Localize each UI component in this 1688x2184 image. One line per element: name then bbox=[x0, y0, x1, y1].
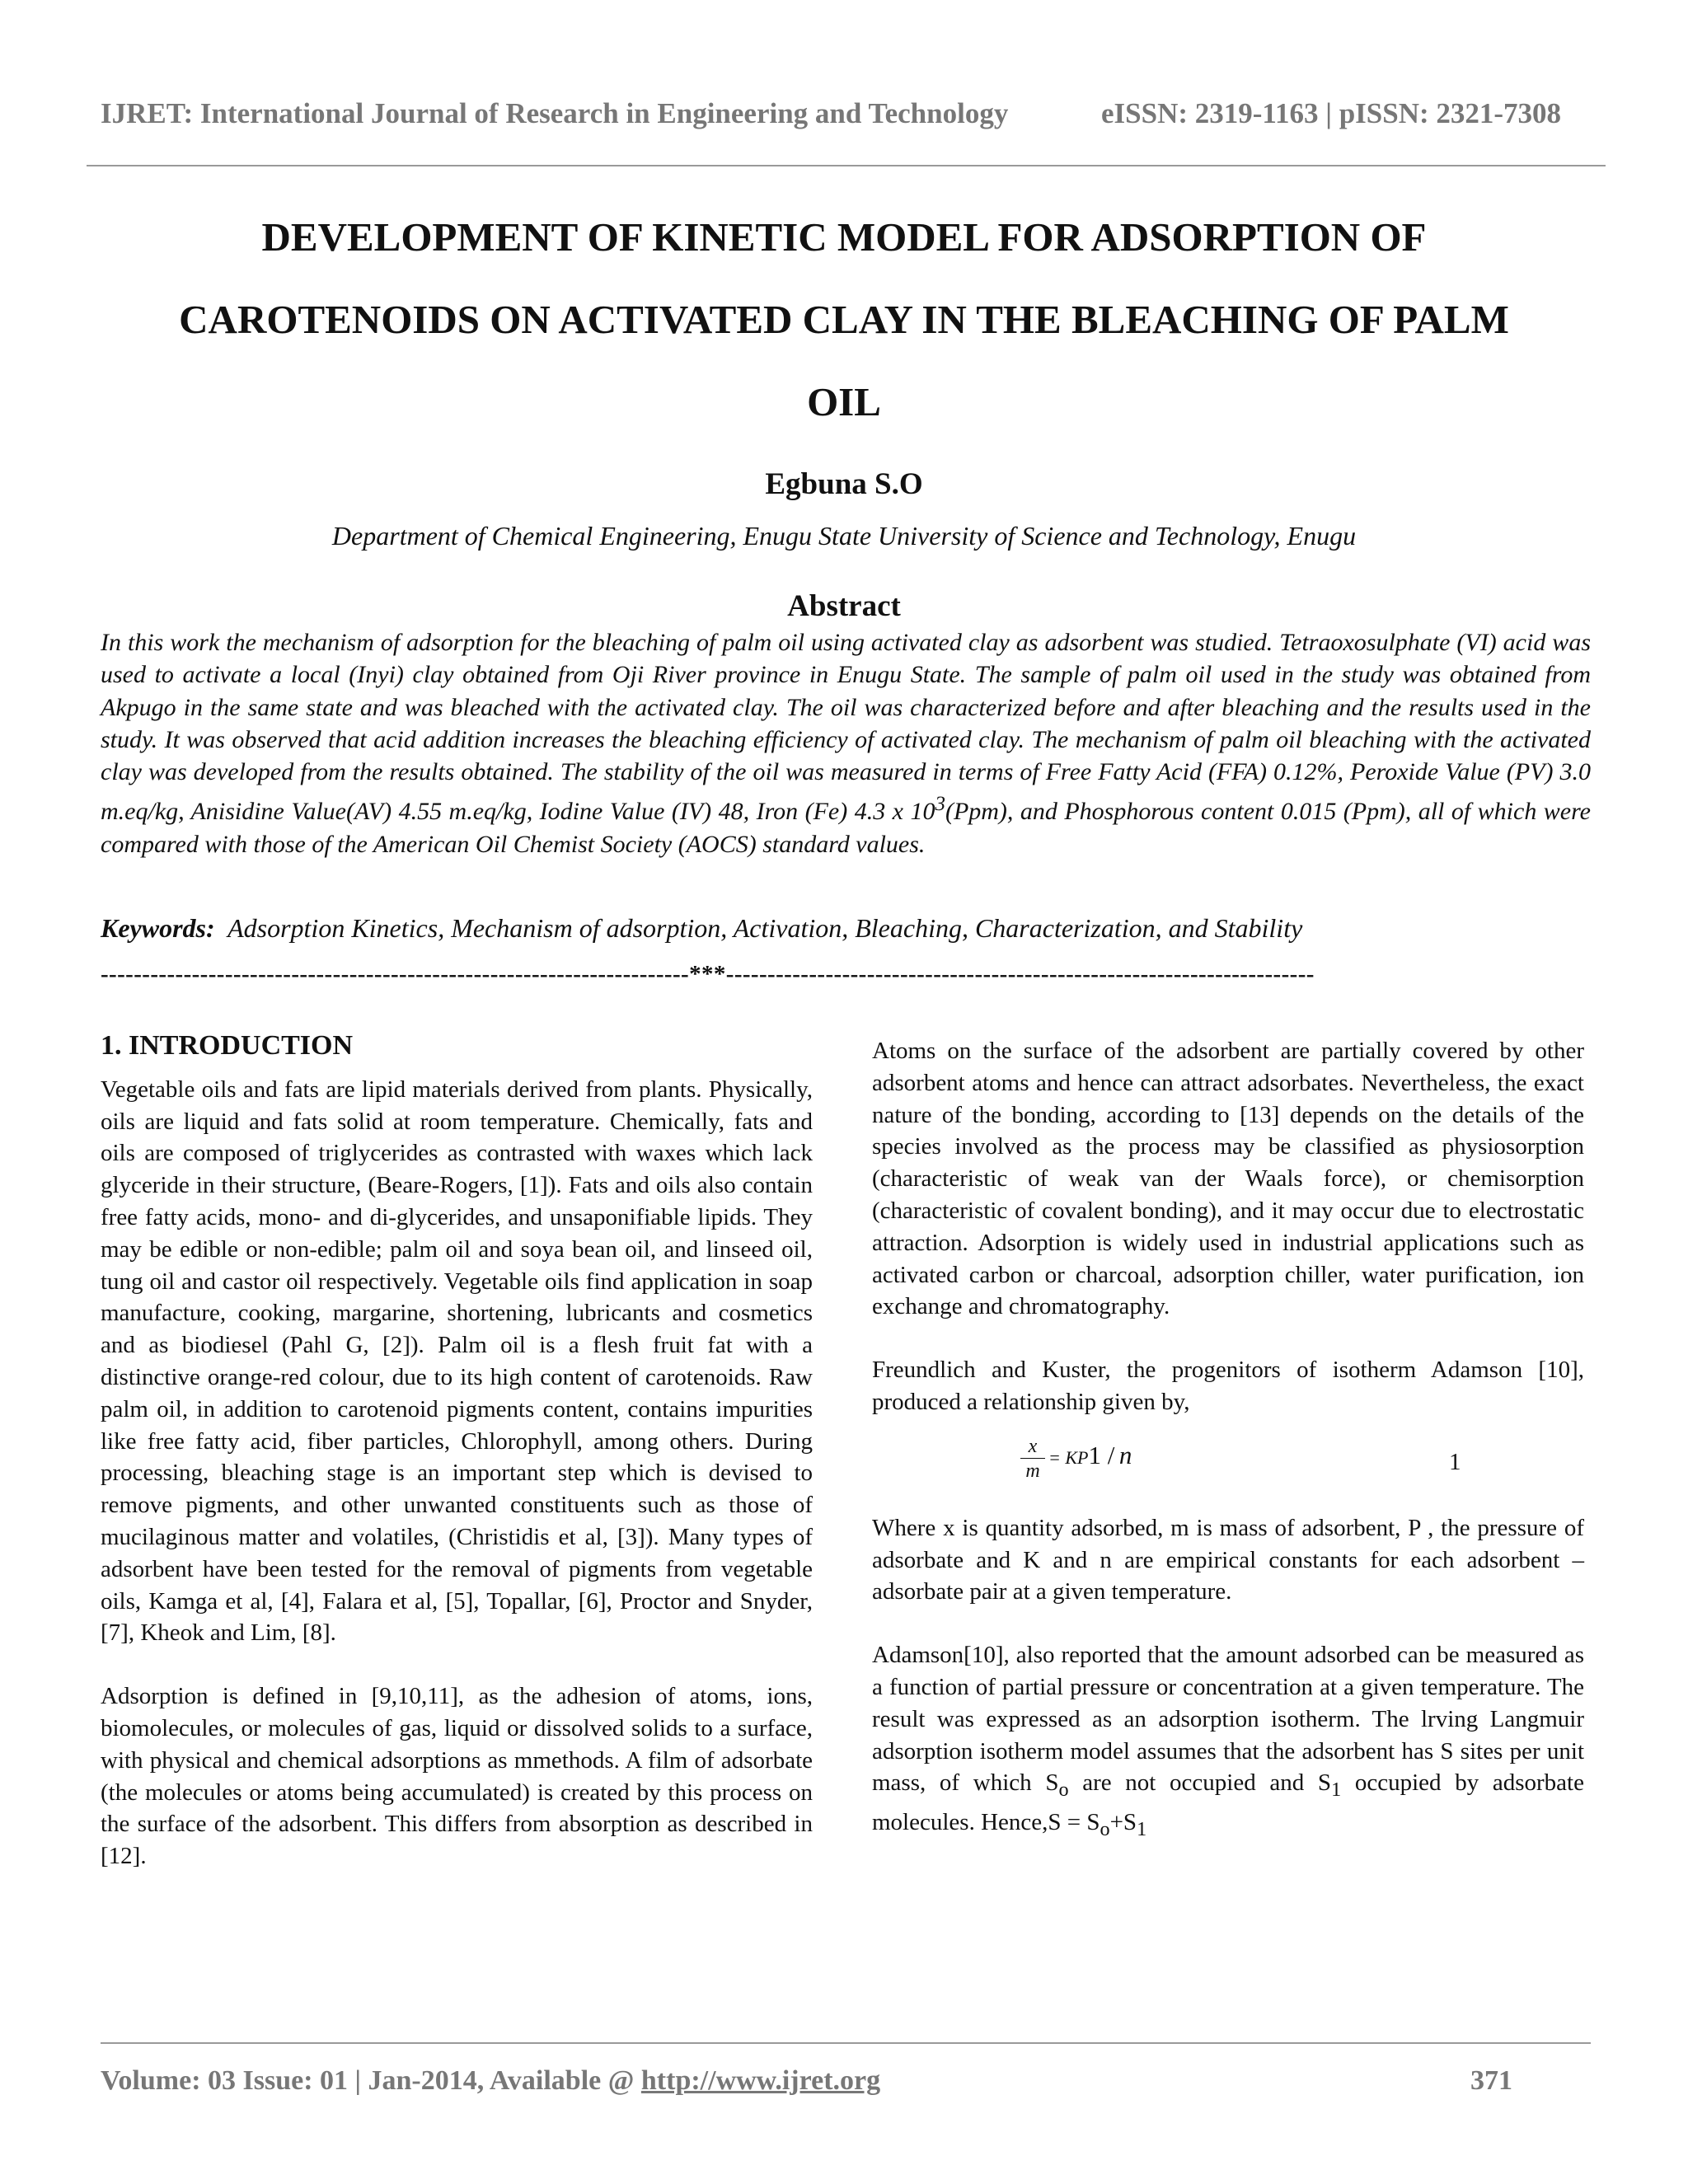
paper-title bbox=[82, 196, 1606, 443]
equation-fraction bbox=[1020, 1435, 1045, 1483]
footer-volume: Volume: 03 Issue: 01 | Jan-2014, Available @ bbox=[101, 2065, 641, 2096]
equation-exponent-n: n bbox=[1118, 1440, 1132, 1469]
fraction-numerator: x bbox=[1020, 1435, 1045, 1459]
keywords bbox=[101, 913, 1591, 944]
fraction-denominator: m bbox=[1025, 1460, 1040, 1482]
running-footer bbox=[101, 2065, 1591, 2097]
journal-url-link[interactable]: http://www.ijret.org bbox=[640, 2065, 881, 2096]
p4-part-3: occupied by adsorbate molecules. Hence,S = S bbox=[872, 1769, 1584, 1835]
subscript-1: 1 bbox=[1331, 1779, 1342, 1802]
equation-rhs bbox=[1048, 1440, 1132, 1474]
right-column bbox=[872, 1035, 1584, 1846]
intro-paragraph-2: Adsorption is defined in [9,10,11], as the adhesion of atoms, ions, biomolecules, or molecules of gas, liquid or dissolved solids to a surface, with physical and chemical adsorptions as mmethods. A film of adsorbate (the molecules or atoms being accumulated) is created by this process on the surface of the adsorbent. This differs from absorption as described in [12]. bbox=[101, 1683, 813, 1870]
freundlich-equation bbox=[872, 1430, 1584, 1512]
subscript-1-2: 1 bbox=[1137, 1817, 1147, 1840]
issn: eISSN: 2319-1163 | pISSN: 2321-7308 bbox=[1101, 97, 1562, 129]
subscript-o: o bbox=[1058, 1779, 1069, 1802]
p4-part-2: are not occupied and S bbox=[1068, 1769, 1332, 1797]
right-paragraph-3: Where x is quantity adsorbed, m is mass of adsorbent, P , the pressure of adsorbate and K and n are empirical constants for each adsorbent – adsorbate pair at a given temperature. bbox=[872, 1514, 1584, 1605]
footer-rule bbox=[101, 2042, 1591, 2044]
intro-heading: 1. INTRODUCTION bbox=[101, 1030, 354, 1061]
abstract-part-2: (Ppm), and Phosphorous content 0.015 (Ppm), all of which were compared with those of the American Oil Chemist Society (AOCS) standard values. bbox=[101, 798, 1591, 858]
title-line-3: OIL bbox=[807, 379, 881, 424]
abstract-heading: Abstract bbox=[787, 589, 901, 623]
equation-number: 1 bbox=[1449, 1448, 1461, 1475]
journal-name: IJRET: International Journal of Research in Engineering and Technology bbox=[101, 97, 1009, 129]
running-header bbox=[101, 97, 1591, 130]
right-paragraph-1: Atoms on the surface of the adsorbent are partially covered by other adsorbent atoms and hence can attract adsorbates. Nevertheless, the exact nature of the bonding, according to [13] depends on the details of the species involved as the process may be classified as physiosorption (characteristic of weak van der Waals force), or chemisorption (characteristic of covalent bonding), and it may occur due to electrostatic attraction. Adsorption is widely used in industrial applications such as activated carbon or charcoal, adsorption chiller, water purification, ion exchange and chromatography. bbox=[872, 1038, 1584, 1320]
p4-part-1: Adamson[10], also reported that the amount adsorbed can be measured as a function of partial pressure or concentration at a given temperature. The result was expressed as an adsorption isotherm. The lrving Langmuir adsorption isotherm model assumes that the adsorbent has S sites per unit mass, of which S bbox=[872, 1642, 1584, 1797]
equation-kp: = KP bbox=[1048, 1446, 1089, 1468]
title-line-2: CAROTENOIDS ON ACTIVATED CLAY IN THE BLEACHING OF PALM bbox=[179, 297, 1509, 342]
p4-part-4: +S bbox=[1109, 1808, 1137, 1835]
right-paragraph-2: Freundlich and Kuster, the progenitors of isotherm Adamson [10], produced a relationship given by, bbox=[872, 1357, 1584, 1415]
intro-paragraph-1: Vegetable oils and fats are lipid materials derived from plants. Physically, oils are liquid and fats solid at room temperature. Chemically, fats and oils are composed of triglycerides as contrasted with waxes which lack glyceride in their structure, (Beare-Rogers, [1]). Fats and oils also contain free fatty acids, mono- and di-glycerides, and unsaponifiable lipids. They may be edible or non-edible; palm oil and soya bean oil, and linseed oil, tung oil and castor oil respectively. Vegetable oils find application in soap manufacture, cooking, margarine, shortening, lubricants and cosmetics and as biodiesel (Pahl G, [2]). Palm oil is a flesh fruit fat with a distinctive orange-red colour, due to its high content of carotenoids. Raw palm oil, in addition to carotenoid pigments content, contains impurities like free fatty acid, fiber particles, Chlorophyll, among others. During processing, bleaching stage is an important step which is devised to remove pigments, and other unwanted constituents such as those of mucilaginous matter and volatiles, (Christidis et al, [3]). Many types of adsorbent have been tested for the removal of pigments from vegetable oils, Kamga et al, [4], Falara et al, [5], Topallar, [6], Proctor and Snyder,[7], Kheok and Lim, [8]. bbox=[101, 1076, 813, 1647]
keywords-text: Adsorption Kinetics, Mechanism of adsorption, Activation, Bleaching, Characterization, and Stability bbox=[227, 913, 1303, 943]
title-line-1: DEVELOPMENT OF KINETIC MODEL FOR ADSORPTION OF bbox=[261, 214, 1427, 260]
keywords-label: Keywords: bbox=[101, 913, 215, 943]
page-number: 371 bbox=[1470, 2065, 1512, 2096]
header-rule bbox=[87, 165, 1606, 166]
author: Egbuna S.O bbox=[765, 467, 923, 501]
right-paragraph-4 bbox=[872, 1639, 1584, 1845]
abstract-part-1: In this work the mechanism of adsorption for the bleaching of palm oil using activated clay as adsorbent was studied. Tetraoxosulphate (VI) acid was used to activate a local (Inyi) clay obtained from Oji River province in Enugu State. The sample of palm oil used in the study was obtained from Akpugo in the same state and was bleached with the activated clay. The oil was characterized before and after bleaching and the results used in the study. It was observed that acid addition increases the bleaching efficiency of activated clay. The mechanism of palm oil bleaching with the activated clay was developed from the results obtained. The stability of the oil was measured in terms of Free Fatty Acid (FFA) 0.12%, Peroxide Value (PV) 3.0 m.eq/kg, Anisidine Value(AV) 4.55 m.eq/kg, Iodine Value (IV) 48, Iron (Fe) 4.3 x 10 bbox=[101, 629, 1591, 826]
left-column bbox=[101, 1030, 813, 1872]
affiliation: Department of Chemical Engineering, Enugu State University of Science and Technology, Enugu bbox=[331, 521, 1357, 551]
equation-exponent: 1 / bbox=[1088, 1440, 1115, 1469]
abstract-superscript: 3 bbox=[935, 793, 945, 816]
subscript-o-2: o bbox=[1100, 1817, 1110, 1840]
section-separator: -----------------------------------------------------------------------***----------------------------------------------------------------------- bbox=[101, 961, 1315, 987]
abstract-text bbox=[101, 626, 1591, 860]
